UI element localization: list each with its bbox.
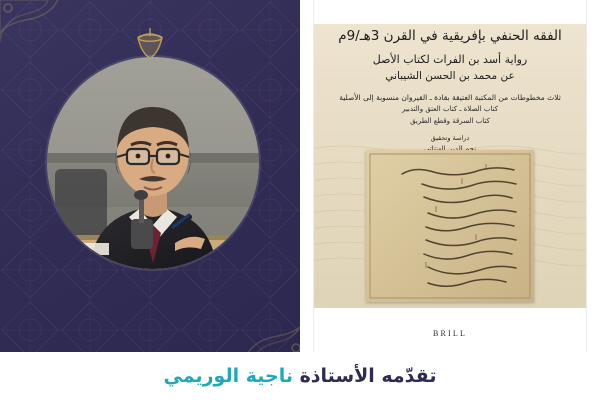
presenter-caption-text bbox=[164, 365, 437, 387]
book-subtitle: ثلاث مخطوطات من المكتبة العتيقة بقادة ـ القيروان منسوبة إلى الأصلية bbox=[339, 92, 561, 102]
book-title-line-1: الفقه الحنفي بإفريقية في القرن 3هـ/9م bbox=[338, 28, 562, 44]
book-contents-line-1: كتاب الصلاة ـ كتاب العتق والتدبير bbox=[401, 104, 499, 113]
presenter-caption bbox=[0, 352, 600, 400]
ornament-corner-bottom-right-icon bbox=[198, 250, 300, 352]
publisher-logo-text: BRILL bbox=[432, 329, 468, 338]
presenter-caption-prefix: تقدّمه الأستاذة bbox=[292, 365, 437, 387]
left-decorative-panel bbox=[0, 0, 300, 352]
book-title-line-3: عن محمد بن الحسن الشيباني bbox=[385, 70, 515, 83]
book-editor-label: دراسة وتحقيق bbox=[430, 133, 470, 142]
speaker-portrait bbox=[47, 57, 259, 269]
book-title-block bbox=[326, 26, 574, 156]
book-title-line-2: رواية أسد بن الفرات لكتاب الأصل bbox=[372, 53, 528, 67]
book-cover bbox=[314, 0, 586, 352]
presenter-name: ناجية الوريمي bbox=[163, 365, 293, 387]
right-book-panel bbox=[300, 0, 600, 352]
book-contents-line-2: كتاب السرقة وقطع الطريق bbox=[410, 116, 490, 125]
manuscript-image bbox=[366, 150, 534, 302]
